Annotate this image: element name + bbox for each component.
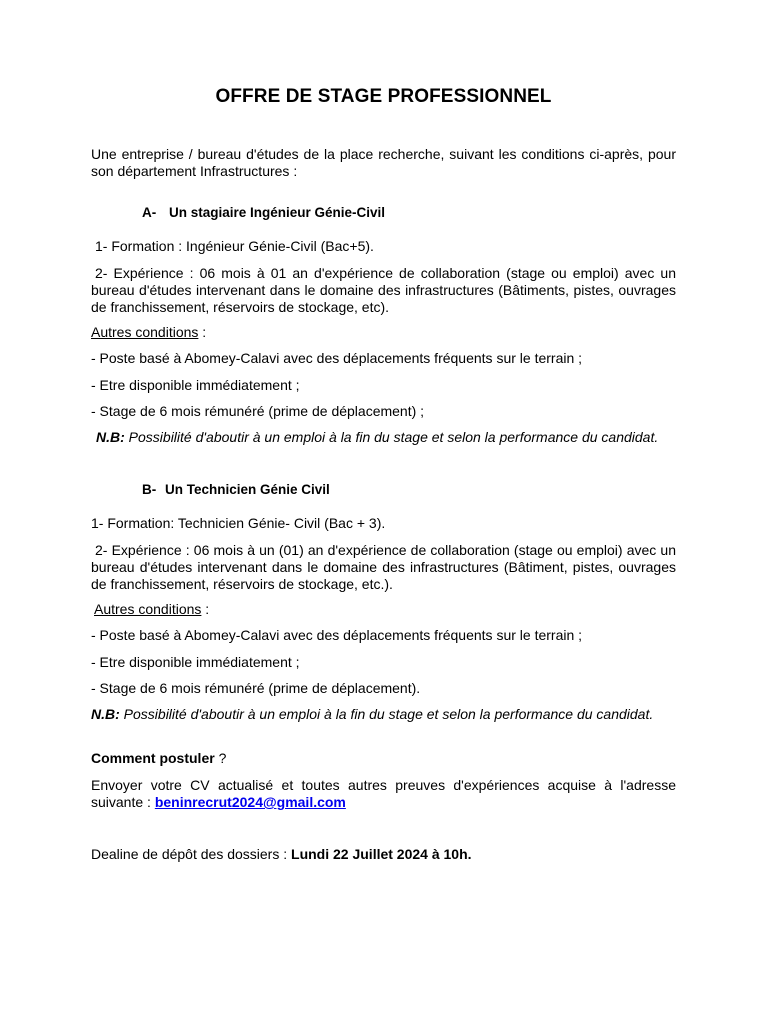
- section-b-experience: 2- Expérience : 06 mois à un (01) an d'expérience de collaboration (stage ou emploi) avec un bureau d'études intervenant dans le domaine des infrastructures (Bâtiment, pistes, ouvrages de franchissement, réservoirs de stockage, etc.).: [91, 542, 676, 592]
- deadline-label: Dealine de dépôt des dossiers :: [91, 846, 292, 862]
- section-a-experience: 2- Expérience : 06 mois à 01 an d'expérience de collaboration (stage ou emploi) avec un bureau d'études intervenant dans le domaine des infrastructures (Bâtiments, pistes, ouvrages de franchissement, réservoirs de stockage, etc).: [91, 265, 676, 315]
- section-b-condition-3: - Stage de 6 mois rémunéré (prime de déplacement).: [91, 680, 421, 696]
- section-b-condition-1: - Poste basé à Abomey-Calavi avec des déplacements fréquents sur le terrain ;: [91, 627, 583, 643]
- apply-label: Comment postuler: [91, 750, 215, 766]
- apply-heading: [91, 750, 676, 767]
- section-b-condition-2: - Etre disponible immédiatement ;: [91, 654, 300, 670]
- section-a-heading: [142, 205, 385, 220]
- section-b-note: [91, 706, 676, 723]
- section-a-nb-label: N.B:: [96, 429, 125, 445]
- section-a-letter: A-: [142, 205, 157, 220]
- section-b-title: Un Technicien Génie Civil: [165, 482, 330, 497]
- deadline-paragraph: [91, 846, 676, 863]
- section-a-nb-text: Possibilité d'aboutir à un emploi à la fin du stage et selon la performance du candidat.: [124, 429, 659, 445]
- section-a-other-label: Autres conditions: [91, 324, 199, 340]
- section-a-other-conditions: [91, 324, 676, 341]
- section-a-formation: 1- Formation : Ingénieur Génie-Civil (Bac+5).: [95, 238, 374, 254]
- page-title: OFFRE DE STAGE PROFESSIONNEL: [215, 86, 552, 107]
- section-b-formation: 1- Formation: Technicien Génie- Civil (Bac + 3).: [91, 515, 386, 531]
- section-b-heading: [142, 482, 330, 497]
- apply-text: Envoyer votre CV actualisé et toutes autres preuves d'expériences acquise à l'adresse suivante :: [91, 777, 676, 810]
- section-b-other-colon: :: [201, 601, 210, 617]
- section-b-other-label: Autres conditions: [94, 601, 202, 617]
- section-a-condition-2: - Etre disponible immédiatement ;: [91, 377, 300, 393]
- apply-question: ?: [214, 750, 227, 766]
- email-link[interactable]: beninrecrut2024@gmail.com: [154, 794, 346, 810]
- section-b-other-conditions: [91, 601, 676, 618]
- deadline-value: Lundi 22 Juillet 2024 à 10h.: [291, 846, 472, 862]
- section-a-note: [91, 429, 681, 446]
- section-a-condition-1: - Poste basé à Abomey-Calavi avec des déplacements fréquents sur le terrain ;: [91, 350, 583, 366]
- apply-paragraph: [91, 777, 676, 811]
- section-b-letter: B-: [142, 482, 157, 497]
- section-b-nb-label: N.B:: [91, 706, 120, 722]
- section-a-other-colon: :: [198, 324, 207, 340]
- section-a-title: Un stagiaire Ingénieur Génie-Civil: [169, 205, 386, 220]
- section-a-condition-3: - Stage de 6 mois rémunéré (prime de déplacement) ;: [91, 403, 425, 419]
- intro-paragraph: Une entreprise / bureau d'études de la place recherche, suivant les conditions ci-après, pour son département Infrastructures :: [91, 146, 676, 179]
- section-b-nb-text: Possibilité d'aboutir à un emploi à la fin du stage et selon la performance du candidat.: [119, 706, 654, 722]
